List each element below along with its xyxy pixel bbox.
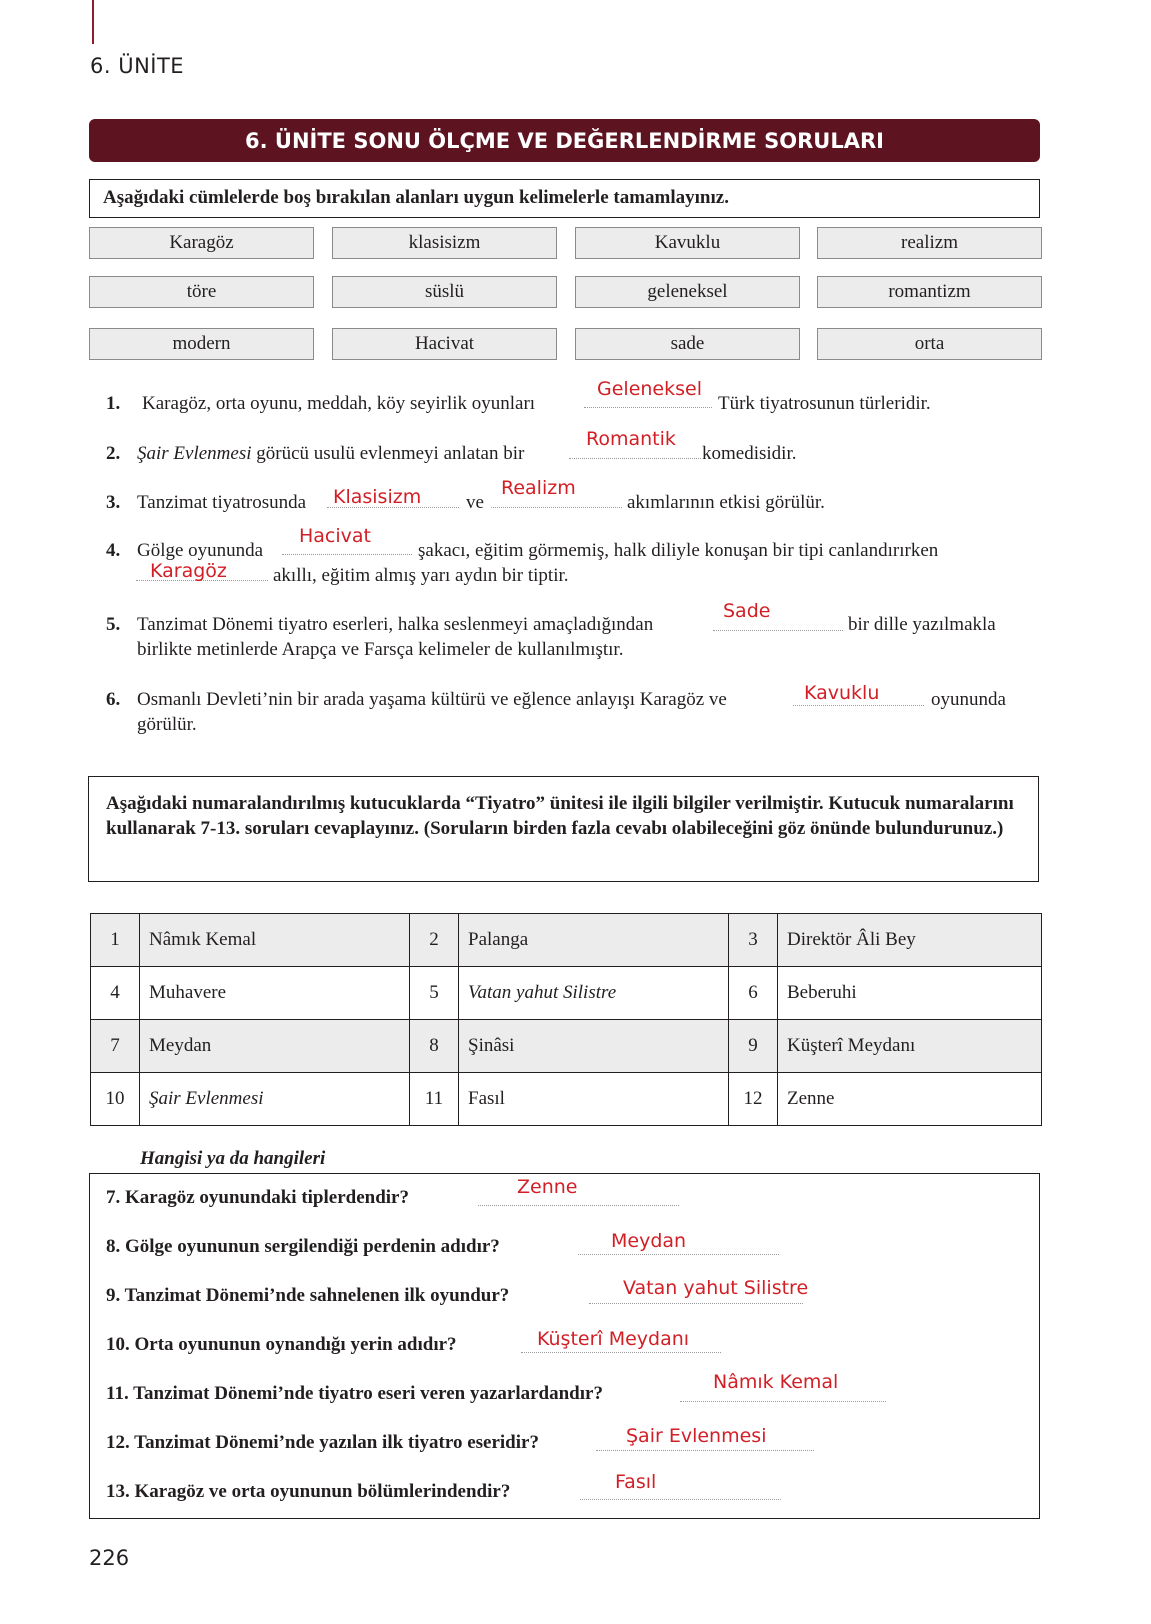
question-number: 4. [106, 540, 121, 561]
grid-number: 5 [410, 967, 459, 1020]
question-text: Tanzimat Dönemi tiyatro eserleri, halka seslenmeyi amaçladığından [137, 614, 654, 635]
answer-text: Nâmık Kemal [713, 1371, 839, 1393]
question-text: oyununda [931, 689, 1006, 710]
answer-text: Romantik [586, 428, 676, 450]
answer-text: Vatan yahut Silistre [623, 1277, 809, 1299]
grid-number: 6 [729, 967, 778, 1020]
grid-number: 2 [410, 914, 459, 967]
header-accent-line [92, 0, 94, 44]
answer-blank[interactable] [596, 1450, 814, 1451]
grid-text: Küşterî Meydanı [778, 1020, 1042, 1073]
answer-text: Fasıl [615, 1471, 657, 1493]
grid-number: 11 [410, 1073, 459, 1126]
question-number: 5. [106, 614, 121, 635]
grid-number: 7 [91, 1020, 140, 1073]
word-bank-item: realizm [817, 227, 1042, 259]
fill-instruction: Aşağıdaki cümlelerde boş bırakılan alanları uygun kelimelerle tamamlayınız. [89, 179, 1040, 218]
question-5 [106, 612, 653, 637]
answer-text: Zenne [517, 1176, 578, 1198]
answer-text: Karagöz [150, 560, 227, 582]
answer-text: Klasisizm [333, 486, 422, 508]
question-7: 7. Karagöz oyunundaki tiplerdendir? [106, 1187, 409, 1208]
word-bank-item: töre [89, 276, 314, 308]
question-text: akımlarının etkisi görülür. [627, 492, 825, 513]
grid-row [91, 914, 1042, 967]
answer-blank[interactable] [584, 407, 712, 408]
word-bank-item: modern [89, 328, 314, 360]
unit-label: 6. ÜNİTE [90, 54, 185, 78]
question-text: birlikte metinlerde Arapça ve Farsça kelimeler de kullanılmıştır. [137, 639, 624, 660]
question-text: ve [466, 492, 484, 513]
answer-text: Geleneksel [597, 378, 702, 400]
question-10: 10. Orta oyununun oynandığı yerin adıdır? [106, 1334, 457, 1355]
grid-number: 1 [91, 914, 140, 967]
answer-blank[interactable] [491, 507, 622, 508]
page-number: 226 [89, 1546, 130, 1570]
grid-text: Beberuhi [778, 967, 1042, 1020]
word-bank-item: orta [817, 328, 1042, 360]
word-bank-item: Hacivat [332, 328, 557, 360]
answer-blank[interactable] [580, 1499, 781, 1500]
grid-number: 10 [91, 1073, 140, 1126]
answer-text: Meydan [611, 1230, 687, 1252]
grid-row [91, 1020, 1042, 1073]
question-text: Osmanlı Devleti’nin bir arada yaşama kültürü ve eğlence anlayışı Karagöz ve [137, 689, 727, 710]
grid-number: 3 [729, 914, 778, 967]
question-6 [106, 687, 727, 712]
answer-blank[interactable] [793, 705, 924, 706]
answer-text: Şair Evlenmesi [626, 1425, 767, 1447]
grid-text: Direktör Âli Bey [778, 914, 1042, 967]
question-text: Karagöz, orta oyunu, meddah, köy seyirlik oyunları [142, 393, 536, 414]
word-bank-item: sade [575, 328, 800, 360]
grid-text: Palanga [459, 914, 729, 967]
question-text: görülür. [137, 714, 197, 735]
page-title: 6. ÜNİTE SONU ÖLÇME VE DEĞERLENDİRME SORULARI [89, 119, 1040, 162]
question-text: bir dille yazılmakla [848, 614, 996, 635]
grid-row [91, 1073, 1042, 1126]
questions-caption: Hangisi ya da hangileri [129, 1148, 336, 1170]
answer-text: Kavuklu [804, 682, 880, 704]
question-number: 2. [106, 443, 121, 464]
grid-text: Meydan [140, 1020, 410, 1073]
word-bank-item: klasisizm [332, 227, 557, 259]
question-8: 8. Gölge oyununun sergilendiği perdenin adıdır? [106, 1236, 500, 1257]
info-grid [90, 913, 1042, 1126]
answer-text: Hacivat [299, 525, 371, 547]
answer-blank[interactable] [282, 554, 412, 555]
grid-text: Zenne [778, 1073, 1042, 1126]
answer-blank[interactable] [521, 1352, 721, 1353]
grid-number: 9 [729, 1020, 778, 1073]
play-title: Şair Evlenmesi [137, 443, 252, 464]
word-bank-item: Karagöz [89, 227, 314, 259]
answer-blank[interactable] [569, 458, 701, 459]
word-bank-item: süslü [332, 276, 557, 308]
answer-text: Küşterî Meydanı [537, 1328, 690, 1350]
grid-text: Muhavere [140, 967, 410, 1020]
question-11: 11. Tanzimat Dönemi’nde tiyatro eseri veren yazarlardandır? [106, 1383, 603, 1404]
question-text: Türk tiyatrosunun türleridir. [718, 393, 931, 414]
answer-blank[interactable] [713, 630, 843, 631]
answer-blank[interactable] [680, 1401, 886, 1402]
question-text: şakacı, eğitim görmemiş, halk diliyle konuşan bir tipi canlandırırken [418, 540, 939, 561]
grid-text: Nâmık Kemal [140, 914, 410, 967]
answer-text: Realizm [501, 477, 576, 499]
grid-number: 4 [91, 967, 140, 1020]
grid-row [91, 967, 1042, 1020]
question-12: 12. Tanzimat Dönemi’nde yazılan ilk tiyatro eseridir? [106, 1432, 539, 1453]
grid-number: 12 [729, 1073, 778, 1126]
box-instruction: Aşağıdaki numaralandırılmış kutucuklarda “Tiyatro” ünitesi ile ilgili bilgiler verilmiştir. Kutucuk numaralarını kullanarak 7-13. soruları cevaplayınız. (Soruların birden fazla cevabı olabileceğini göz önünde bulundurunuz.) [88, 776, 1039, 882]
answer-blank[interactable] [589, 1303, 803, 1304]
question-text: Gölge oyununda [137, 540, 264, 561]
word-bank-item: romantizm [817, 276, 1042, 308]
grid-number: 8 [410, 1020, 459, 1073]
answer-blank[interactable] [478, 1205, 679, 1206]
answer-text: Sade [723, 600, 771, 622]
question-1 [106, 391, 535, 416]
grid-text: Fasıl [459, 1073, 729, 1126]
grid-text: Şinâsi [459, 1020, 729, 1073]
question-2 [106, 441, 524, 466]
question-text: komedisidir. [702, 443, 797, 464]
question-text: akıllı, eğitim almış yarı aydın bir tiptir. [273, 565, 569, 586]
question-text: görücü usulü evlenmeyi anlatan bir [251, 443, 525, 464]
word-bank-item: geleneksel [575, 276, 800, 308]
question-13: 13. Karagöz ve orta oyununun bölümlerindendir? [106, 1481, 511, 1502]
question-3 [106, 490, 306, 515]
grid-text: Vatan yahut Silistre [459, 967, 729, 1020]
question-9: 9. Tanzimat Dönemi’nde sahnelenen ilk oyundur? [106, 1285, 510, 1306]
grid-text: Şair Evlenmesi [140, 1073, 410, 1126]
question-number: 1. [106, 393, 121, 414]
answer-blank[interactable] [578, 1254, 779, 1255]
question-text: Tanzimat tiyatrosunda [137, 492, 307, 513]
question-number: 6. [106, 689, 121, 710]
question-number: 3. [106, 492, 121, 513]
word-bank-item: Kavuklu [575, 227, 800, 259]
